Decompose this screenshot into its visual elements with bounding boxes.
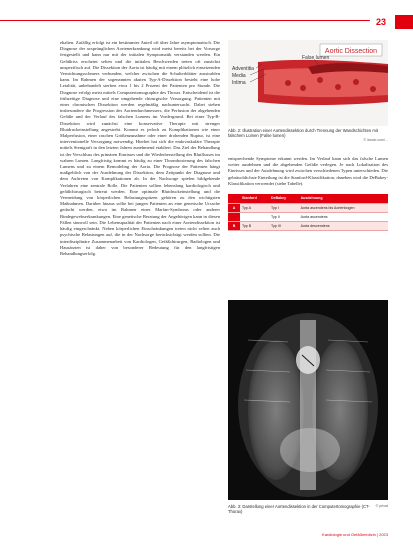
label-intima: Intima <box>232 80 246 86</box>
table-header-row <box>228 194 388 203</box>
page-number: 23 <box>375 17 386 27</box>
table-cell: Typ A <box>240 203 269 212</box>
table-cell: Aorta descendens <box>299 221 388 230</box>
table-header-cell: Stanford <box>240 194 269 203</box>
figure2-caption-block <box>228 504 388 514</box>
table-cell: A <box>228 203 240 212</box>
right-column <box>228 156 388 190</box>
header-accent-tab <box>395 15 413 29</box>
figure1-title: Aortic Dissection <box>324 48 378 55</box>
table-header-cell: DeBakey <box>269 194 299 203</box>
label-media: Media <box>232 73 246 79</box>
page-header <box>0 15 413 29</box>
figure2-caption: Abb. 3: Darstellung einer Aortendissektion in der Computertomographie (CT-Thorax) <box>228 504 370 515</box>
figure1-caption: Abb. 2: Illustration einer Aortendissektion durch Trennung der Wandschichten mit falschem Lumen (False lumen) <box>228 128 378 139</box>
label-false-lumen: False lumen <box>302 55 330 61</box>
table-row <box>228 203 388 212</box>
table-cell: Aorta ascendens <box>299 212 388 221</box>
table-cell <box>228 212 240 221</box>
classification-table <box>228 194 388 294</box>
left-column <box>60 40 220 530</box>
table-cell: Typ II <box>269 212 299 221</box>
figure2-credit: © privat <box>375 504 388 508</box>
right-column-text: entsprechende Symptome erkannt werden. Im Verlauf kann sich das falsche Lumen weiter ausdehnen und die abgehenden Gefäße verlegen. Je nach Lokalisation des Einrisses und der Ausdehnung wird zwischen verschiedenen Typen unterschieden. Die gebräuchlichste Einteilung ist die Stanford-Klassifikation, daneben wird die DeBakey-Klassifikation verwendet (siehe Tabelle). <box>228 156 388 186</box>
ct-scan-image <box>228 300 388 500</box>
table-row <box>228 212 388 221</box>
aorta-illustration <box>228 40 388 126</box>
table-cell <box>240 212 269 221</box>
table-cell: Typ I <box>269 203 299 212</box>
table-cell: B <box>228 221 240 230</box>
table-cell: Aorta ascendens bis Aortenbogen <box>299 203 388 212</box>
left-column-text: ehalten. Zufällig erfolgt ist ein bestimmter Anteil oft über Jahre asymptomatisch. Die Diagnose der ursprünglichen Aortenerkrankung wird meist bereits bei der Vorsorge festgestellt und kann nur mit der initialen Symptomatik verstanden werden. Ein Gefäßriss erscheint selten und die initialen Beschwerden treten oft zunächst unspezifisch auf. Die Dissektion der Aorta ist häufig mit einem plötzlich einsetzenden Vernichtungsschmerz verbunden, welcher zwischen die Schulterblätter ausstrahlen kann. Im Rahmen der sogenannten akuten Typ-A-Dissektion besteht eine hohe Letalität, unbehandelt sterben etwa 1 bis 2 Prozent der Patienten pro Stunde. Die Diagnose erfolgt meist mittels Computertomographie des Thorax. Entscheidend ist die frühzeitige Diagnose und eine umgehende chirurgische Versorgung. Patienten mit einer chronischen Dissektion werden regelmäßig nachuntersucht. Dabei stehen insbesondere die Progression des Aortendurchmessers, die Perfusion der abgehenden Gefäße und der Verlauf des falschen Lumens im Vordergrund. Bei einer Typ-B-Dissektion wird zunächst eine konservative Therapie mit strenger Blutdruckeinstellung angestrebt. Kommt es jedoch zu Komplikationen wie einer Malperfusion, einer raschen Größenzunahme oder einer drohenden Ruptur, ist eine interventionelle Versorgung notwendig. Hierbei hat sich die endovaskuläre Therapie mittels Stentgraft in den letzten Jahren zunehmend etabliert. Das Ziel der Behandlung ist der Verschluss des primären Einrisses und die Wiederherstellung des Blutflusses im wahren Lumen. Langfristig kommt es häufig zu einer Thrombosierung des falschen Lumens und zu einem Remodeling der Aorta. Die Prognose der Patienten hängt maßgeblich von der Ausdehnung der Dissektion, dem Zeitpunkt der Diagnose und dem Auftreten von Komplikationen ab. In der Nachsorge spielen bildgebende Verfahren eine zentrale Rolle. Die Patienten sollten lebenslang kardiologisch und gefäßchirurgisch betreut werden. Eine optimale Blutdruckeinstellung und die Vermeidung von körperlichen Belastungsspitzen gehören zu den wichtigsten Maßnahmen. Darüber hinaus sollte bei jungen Patienten an eine genetische Ursache gedacht werden, etwa im Rahmen eines Marfan-Syndroms oder anderer Bindegewebserkrankungen. Eine genetische Beratung der Angehörigen kann in diesen Fällen sinnvoll sein. Die Lebensqualität der Patienten nach einer Aortendissektion ist häufig eingeschränkt. Neben körperlichen Einschränkungen treten nicht selten auch psychische Belastungen auf, die in der Nachsorge berücksichtigt werden sollten. Die interdisziplinäre Zusammenarbeit von Kardiologen, Gefäßchirurgen, Radiologen und Hausärzten ist daher von besonderer Bedeutung für den langfristigen Behandlungserfolg. <box>60 40 220 256</box>
figure1-credit: © istock.com/... <box>363 138 388 143</box>
table-cell: Typ B <box>240 221 269 230</box>
figure1-caption-block <box>228 128 388 144</box>
figure-aortic-dissection <box>228 40 388 126</box>
page-footer: Kardiologie und Gefäßmedizin | 2023 <box>322 532 388 537</box>
figure-ct-scan <box>228 300 388 500</box>
table-header-cell: Ausdehnung <box>299 194 388 203</box>
table-cell: Typ III <box>269 221 299 230</box>
table-header-cell <box>228 194 240 203</box>
label-adventitia: Adventitia <box>232 66 254 72</box>
header-rule <box>0 20 370 21</box>
table-row <box>228 221 388 230</box>
